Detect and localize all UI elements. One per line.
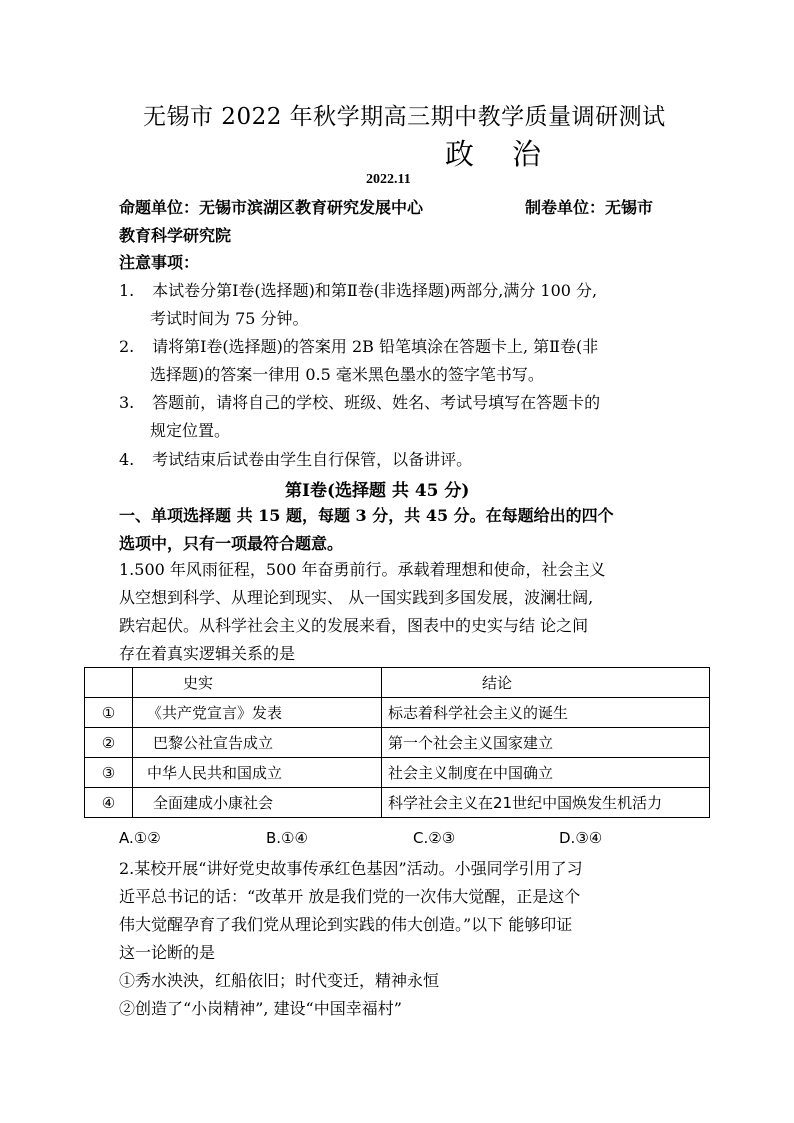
table-header-row <box>85 668 710 698</box>
printing-unit: 制卷单位：无锡市 <box>525 198 654 217</box>
table-cell: ② <box>85 728 133 758</box>
subject-title: 政治 <box>445 137 580 171</box>
table-cell: 《共产党宣言》发表 <box>133 698 382 728</box>
table-row <box>85 728 710 758</box>
table-cell: 标志着科学社会主义的诞生 <box>382 698 710 728</box>
option-b[interactable]: B.①④ <box>266 829 308 847</box>
notice-item-text: 答题前，请将自己的学校、班级、姓名、考试号填写在答题卡的 <box>152 393 601 412</box>
section-heading-line: 选项中，只有一项最符合题意。 <box>119 534 344 553</box>
table-cell: ③ <box>85 758 133 788</box>
notice-item-text: 本试卷分第Ⅰ卷(选择题)和第Ⅱ卷(非选择题)两部分,满分 100 分, <box>152 281 598 300</box>
notice-item-number: 3. <box>119 393 135 412</box>
notice-item-text: 选择题)的答案一律用 0.5 毫米黑色墨水的签字笔书写。 <box>150 365 544 384</box>
notice-item-text: 规定位置。 <box>150 421 231 440</box>
notice-item-number: 4. <box>119 450 135 469</box>
question-line: 存在着真实逻辑关系的是 <box>119 644 296 663</box>
question-line: 跌宕起伏。从科学社会主义的发展来看，图表中的史实与结 论之间 <box>119 616 589 635</box>
question-2-stem <box>119 855 583 1023</box>
table-header-cell: 史实 <box>133 668 382 698</box>
question-choice-statement: ①秀水泱泱，红船依旧；时代变迁，精神永恒 <box>119 971 440 990</box>
notice-item-text: 请将第Ⅰ卷(选择题)的答案用 2B 铅笔填涂在答题卡上, 第Ⅱ卷(非 <box>152 337 599 356</box>
notice-item-number: 2. <box>119 337 135 356</box>
table-row <box>85 788 710 818</box>
table-cell: ① <box>85 698 133 728</box>
option-c[interactable]: C.②③ <box>413 829 456 847</box>
part-title: 第Ⅰ卷(选择题 共 45 分) <box>285 481 470 501</box>
history-table <box>84 667 710 818</box>
notice-item-number: 1. <box>119 281 135 300</box>
exam-title: 无锡市 2022 年秋学期高三期中教学质量调研测试 <box>143 104 666 130</box>
question-line: 2.某校开展“讲好党史故事传承红色基因”活动。小强同学引用了习 <box>119 859 583 878</box>
notice-item-text: 考试结束后试卷由学生自行保管，以备讲评。 <box>152 450 473 469</box>
table-cell: 全面建成小康社会 <box>133 788 382 818</box>
question-line: 近平总书记的话：“改革开 放是我们党的一次伟大觉醒，正是这个 <box>119 887 581 906</box>
printing-unit-continued: 教育科学研究院 <box>119 226 232 245</box>
table-cell: 第一个社会主义国家建立 <box>382 728 710 758</box>
table-cell: 巴黎公社宣告成立 <box>133 728 382 758</box>
notice-item <box>119 389 600 417</box>
notice-item <box>119 446 472 474</box>
notice-title: 注意事项： <box>119 253 200 272</box>
table-row <box>85 698 710 728</box>
option-a[interactable]: A.①② <box>119 829 161 847</box>
question-choice-statement: ②创造了“小岗精神”, 建设“中国幸福村” <box>119 999 402 1018</box>
question-line: 1.500 年风雨征程，500 年奋勇前行。承载着理想和使命，社会主义 <box>119 560 606 579</box>
table-cell: 科学社会主义在21世纪中国焕发生机活力 <box>382 788 710 818</box>
table-cell: 社会主义制度在中国确立 <box>382 758 710 788</box>
question-line: 这一论断的是 <box>119 943 216 962</box>
table-cell: 中华人民共和国成立 <box>133 758 382 788</box>
table-header-cell: 结论 <box>382 668 710 698</box>
question-line: 从空想到科学、从理论到现实、 从一国实践到多国发展，波澜壮阔, <box>119 588 594 607</box>
section-heading <box>119 502 614 558</box>
notice-item-text: 考试时间为 75 分钟。 <box>150 309 309 328</box>
table-header-cell <box>85 668 133 698</box>
question-line: 伟大觉醒孕育了我们党从理论到实践的伟大创造。”以下 能够印证 <box>119 915 573 934</box>
table-cell: ④ <box>85 788 133 818</box>
notice-item <box>119 333 598 361</box>
question-1-stem <box>119 556 606 668</box>
author-unit: 命题单位：无锡市滨湖区教育研究发展中心 <box>119 198 424 217</box>
notice-item <box>119 277 597 305</box>
option-d[interactable]: D.③④ <box>559 829 603 847</box>
table-row <box>85 758 710 788</box>
section-heading-line: 一、单项选择题 共 15 题，每题 3 分，共 45 分。在每题给出的四个 <box>119 506 614 525</box>
exam-date: 2022.11 <box>366 172 411 187</box>
